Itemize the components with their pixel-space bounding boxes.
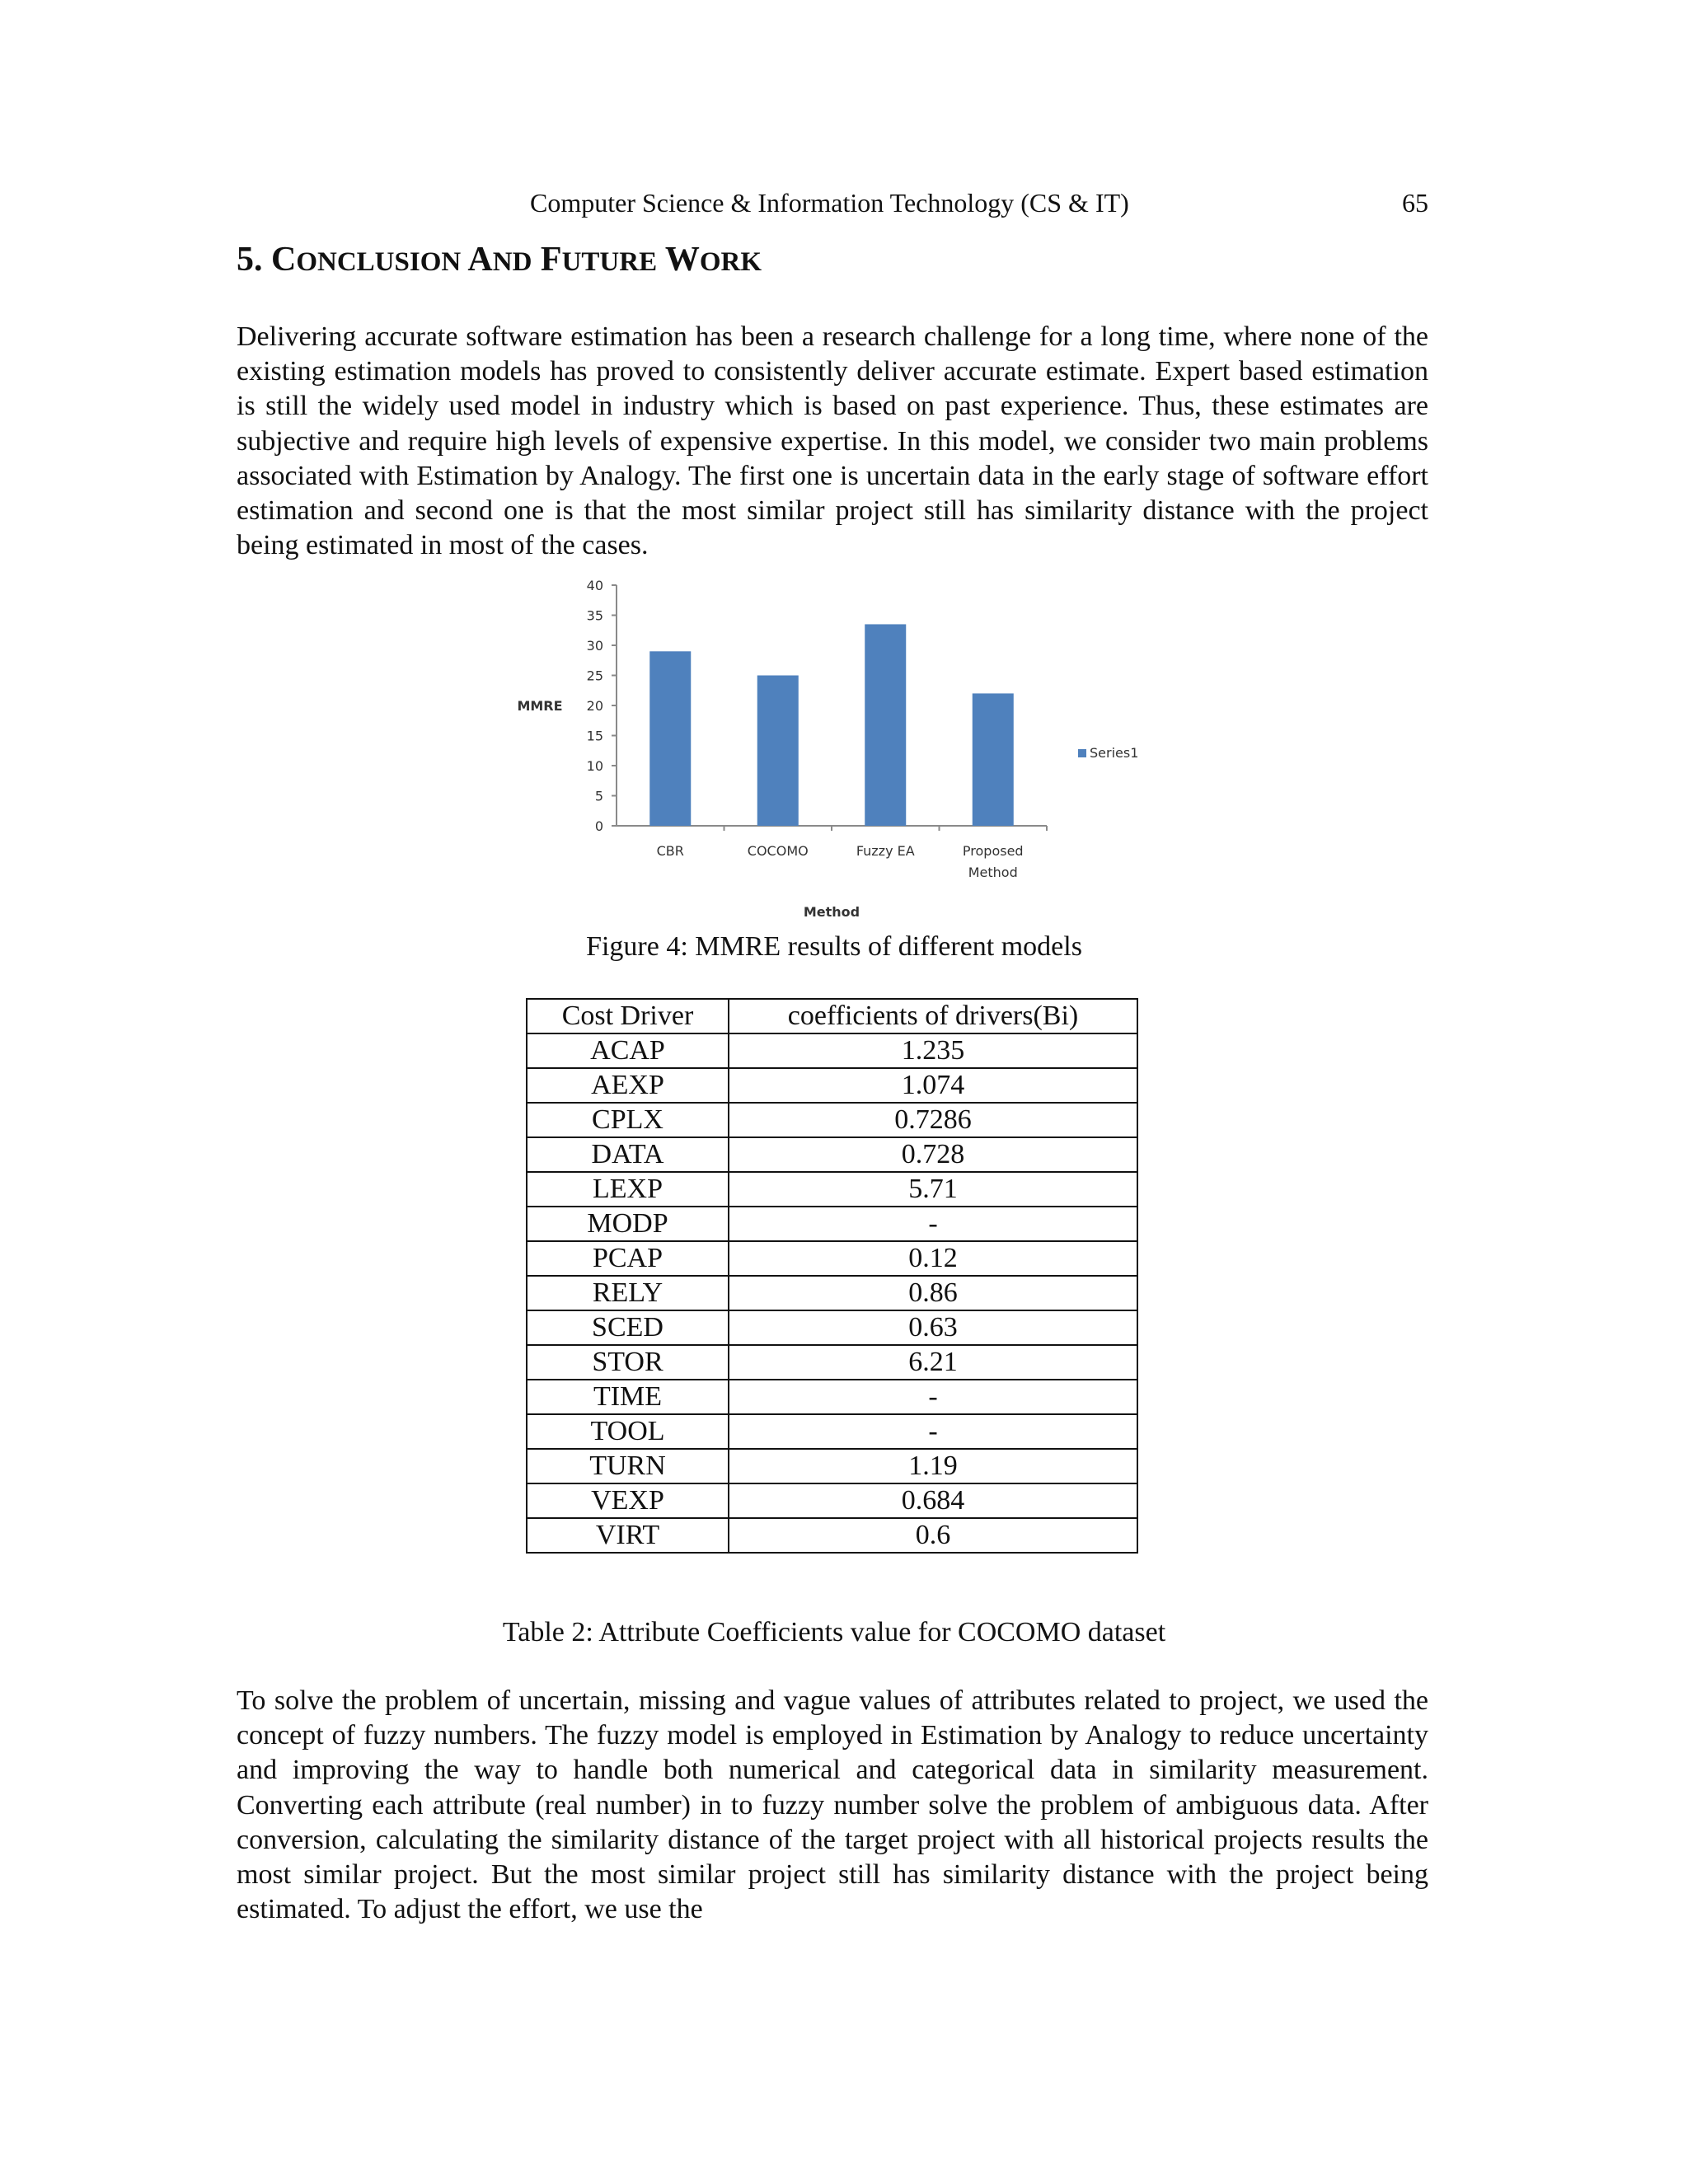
coefficient-cell: 0.6 — [729, 1518, 1137, 1553]
cost-driver-cell: RELY — [527, 1276, 729, 1310]
cost-driver-cell: TOOL — [527, 1414, 729, 1449]
y-tick-label: 30 — [586, 638, 603, 654]
x-tick-label: COCOMO — [747, 843, 809, 859]
y-tick-label: 10 — [586, 758, 603, 774]
table-row — [527, 1103, 1137, 1137]
coefficient-cell: 1.074 — [729, 1068, 1137, 1103]
paragraph-fuzzy: To solve the problem of uncertain, missing and vague values of attributes related to project, we used the concept of fuzzy numbers. The fuzzy model is employed in Estimation by Analogy to reduce uncertainty and improving the way to handle both numerical and categorical data in similarity measurement. Converting each attribute (real number) in to fuzzy number solve the problem of ambiguous data. After conversion, calculating the similarity distance of the target project with all historical projects results the most similar project. But the most similar project still has similarity distance with the project being estimated. To adjust the effort, we use the — [237, 1685, 1428, 1925]
mmre-bar-chart — [495, 573, 1170, 927]
table-row — [527, 1518, 1137, 1553]
coefficient-cell: - — [729, 1207, 1137, 1241]
table-row — [527, 1310, 1137, 1345]
x-tick-label: Method — [968, 865, 1018, 880]
y-tick-label: 35 — [586, 607, 603, 624]
table-row — [527, 1137, 1137, 1172]
section-word-2: AND — [467, 241, 532, 279]
table-caption: Table 2: Attribute Coefficients value for COCOMO dataset — [502, 1617, 1166, 1647]
column-header-cost-driver: Cost Driver — [527, 999, 729, 1033]
x-tick-label: Proposed — [962, 843, 1024, 859]
coefficients-table — [526, 998, 1138, 1554]
section-word-3: FUTURE — [540, 241, 658, 279]
y-tick-label: 25 — [586, 668, 603, 684]
coefficient-cell: 0.7286 — [729, 1103, 1137, 1137]
y-tick-label: 5 — [594, 788, 603, 804]
table-row — [527, 1241, 1137, 1276]
bar — [865, 624, 906, 826]
y-tick-label: 0 — [594, 818, 603, 834]
cost-driver-cell: DATA — [527, 1137, 729, 1172]
coefficient-cell: 5.71 — [729, 1172, 1137, 1207]
coefficient-cell: - — [729, 1380, 1137, 1414]
table-row — [527, 1276, 1137, 1310]
cost-driver-cell: SCED — [527, 1310, 729, 1345]
paragraph-intro: Delivering accurate software estimation has been a research challenge for a long time, where none of the existing estimation models has proved to consistently deliver accurate estimate. Expert based estimation is still the widely used model in industry which is based on past experience. Thus, these estimates are subjective and require high levels of expensive expertise. In this model, we consider two main problems associated with Estimation by Analogy. The first one is uncertain data in the early stage of software effort estimation and second one is that the most similar project still has similarity distance with the project being estimated in most of the cases. — [237, 321, 1428, 561]
cost-driver-cell: CPLX — [527, 1103, 729, 1137]
cost-driver-cell: VEXP — [527, 1483, 729, 1518]
section-number: 5. — [237, 241, 263, 279]
table-row — [527, 1068, 1137, 1103]
running-head — [237, 185, 1428, 221]
coefficient-cell: 0.63 — [729, 1310, 1137, 1345]
y-tick-label: 20 — [586, 698, 603, 714]
legend-swatch — [1078, 749, 1086, 757]
coefficient-cell: 0.684 — [729, 1483, 1137, 1518]
cost-driver-cell: LEXP — [527, 1172, 729, 1207]
cost-driver-cell: PCAP — [527, 1241, 729, 1276]
figure-caption: Figure 4: MMRE results of different models — [586, 931, 1082, 962]
bar — [757, 676, 799, 827]
cost-driver-cell: MODP — [527, 1207, 729, 1241]
table-row — [527, 1345, 1137, 1380]
bar — [649, 651, 691, 826]
section-word-4: WORK — [664, 241, 762, 279]
cost-driver-cell: AEXP — [527, 1068, 729, 1103]
journal-title: Computer Science & Information Technology (CS & IT) — [530, 188, 1129, 218]
table-row — [527, 1380, 1137, 1414]
cost-driver-cell: VIRT — [527, 1518, 729, 1553]
table-row — [527, 1414, 1137, 1449]
table-row — [527, 1207, 1137, 1241]
y-axis-label: MMRE — [517, 698, 563, 714]
cost-driver-cell: ACAP — [527, 1033, 729, 1068]
bar — [973, 693, 1014, 826]
table-row — [527, 1449, 1137, 1483]
coefficient-cell: - — [729, 1414, 1137, 1449]
coefficient-cell: 0.728 — [729, 1137, 1137, 1172]
page-number: 65 — [1402, 188, 1428, 218]
coefficient-cell: 6.21 — [729, 1345, 1137, 1380]
coefficient-cell: 1.19 — [729, 1449, 1137, 1483]
section-heading — [237, 236, 762, 286]
table-row — [527, 1172, 1137, 1207]
table-row — [527, 1033, 1137, 1068]
cost-driver-cell: TIME — [527, 1380, 729, 1414]
section-word-1: CONCLUSION — [271, 241, 462, 279]
legend-label: Series1 — [1090, 745, 1139, 761]
cost-driver-cell: TURN — [527, 1449, 729, 1483]
x-tick-label: Fuzzy EA — [856, 843, 915, 859]
x-tick-label: CBR — [656, 843, 684, 859]
x-axis-label: Method — [803, 904, 860, 920]
table-row — [527, 1483, 1137, 1518]
coefficient-cell: 1.235 — [729, 1033, 1137, 1068]
table-header-row — [527, 999, 1137, 1033]
column-header-coefficient: coefficients of drivers(Bi) — [729, 999, 1137, 1033]
y-tick-label: 40 — [586, 578, 603, 593]
cost-driver-cell: STOR — [527, 1345, 729, 1380]
coefficient-cell: 0.12 — [729, 1241, 1137, 1276]
y-tick-label: 15 — [586, 728, 603, 744]
coefficient-cell: 0.86 — [729, 1276, 1137, 1310]
